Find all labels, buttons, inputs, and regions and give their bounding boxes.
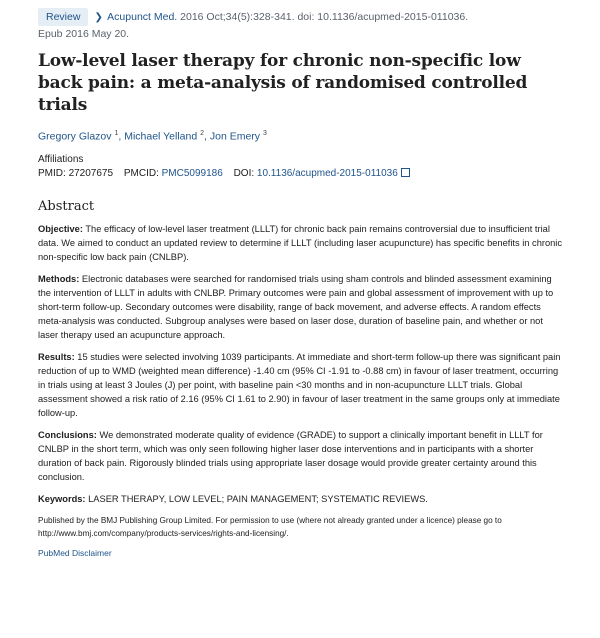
section-label: Methods: <box>38 273 80 284</box>
pmcid-link[interactable]: PMC5099186 <box>161 167 223 179</box>
abstract-objective <box>38 222 564 264</box>
abstract-methods <box>38 272 564 342</box>
keywords-label: Keywords: <box>38 493 86 504</box>
doi-link[interactable] <box>257 168 410 179</box>
publisher-note: Published by the BMJ Publishing Group Limited. For permission to use (where not already granted under a licence) please go to http://www.bmj.com/company/products-services/rights-and-licensing/. <box>38 515 502 538</box>
keywords-text[interactable]: LASER THERAPY, LOW LEVEL; PAIN MANAGEMENT; SYSTEMATIC REVIEWS. <box>88 493 428 504</box>
abstract-conclusions <box>38 428 564 484</box>
review-badge[interactable]: Review <box>38 8 88 26</box>
citation-line <box>38 8 564 42</box>
affiliations-toggle[interactable]: Affiliations <box>38 153 84 165</box>
chevron-right-icon: ❯ <box>94 12 103 23</box>
epub-date: Epub 2016 May 20. <box>38 28 130 40</box>
doi-value[interactable]: 10.1136/acupmed-2015-011036 <box>256 167 398 179</box>
author-link[interactable]: Jon Emery <box>209 130 261 143</box>
section-label: Results: <box>38 351 75 362</box>
pmid-label: PMID: <box>38 167 66 179</box>
abstract-results <box>38 350 564 420</box>
pmcid-label: PMCID: <box>123 167 159 179</box>
section-label: Objective: <box>38 223 83 234</box>
section-text: We demonstrated moderate quality of evidence (GRADE) to support a clinically important benefit in LLLT for CNLBP in the short term, which was only seen following higher laser dose interventions and in participants with a shorter duration of back pain. Rigorously blinded trials using appropriate laser dosage would provide greater certainty around this conclusion. <box>38 429 543 482</box>
author-link[interactable]: Michael Yelland <box>124 130 198 143</box>
external-link-icon <box>401 168 410 177</box>
identifiers <box>38 167 564 181</box>
keywords <box>38 492 564 506</box>
affiliation-ref[interactable]: 1 <box>114 130 119 137</box>
journal-link[interactable]: Acupunct Med. <box>107 11 178 23</box>
section-text: Electronic databases were searched for randomised trials using sham controls and blinded assessment examining the intervention of LLLT in adults with CNLBP. Primary outcomes were pain and global assessment of improvement with up to short-term follow-up. Secondary outcomes were disability, range of back movement, and adverse effects. A random effects meta-analysis was conducted. Subgroup analyses were based on laser dose, duration of baseline pain, and whether or not laser therapy used an acupuncture approach. <box>38 273 554 340</box>
section-text: 15 studies were selected involving 1039 participants. At immediate and short-term follow-up there was significant pain reduction of up to WMD (weighted mean difference) -1.40 cm (95% CI -1.91 to -0.88 cm) in favour of laser treatment, occurring in trials using at least 3 Joules (J) per point, with baseline pain <30 months and in non-acupuncture LLLT trials. Global assessment showed a risk ratio of 2.16 (95% CI 1.61 to 2.90) in favour of laser treatment in the same groups only at immediate follow-up. <box>38 351 561 418</box>
doi-label: DOI: <box>233 167 255 179</box>
section-text: The efficacy of low-level laser treatment (LLLT) for chronic back pain remains controversial due to insufficient trial data. We aimed to conduct an updated review to determine if LLLT (including laser acupuncture) has specific benefits in chronic non-specific low back pain (CNLBP). <box>38 223 563 262</box>
affiliation-ref[interactable]: 2 <box>200 130 205 137</box>
pmid-value: 27207675 <box>68 167 114 179</box>
affiliation-ref[interactable]: 3 <box>262 130 267 137</box>
author-list: Gregory Glazov $^1$, Michael Yelland $^2$, Jon Emery $^3$ <box>38 130 267 143</box>
citation-text: 2016 Oct;34(5):328-341. doi: 10.1136/acupmed-2015-011036. <box>180 11 469 23</box>
article-title: Low-level laser therapy for chronic non-specific low back pain: a meta-analysis of randomised controlled trials <box>38 51 528 115</box>
section-label: Conclusions: <box>38 429 97 440</box>
article-page <box>38 8 564 558</box>
pubmed-disclaimer-link[interactable]: PubMed Disclaimer <box>38 547 112 558</box>
abstract-heading: Abstract <box>38 198 95 214</box>
author-link[interactable]: Gregory Glazov <box>38 130 112 143</box>
